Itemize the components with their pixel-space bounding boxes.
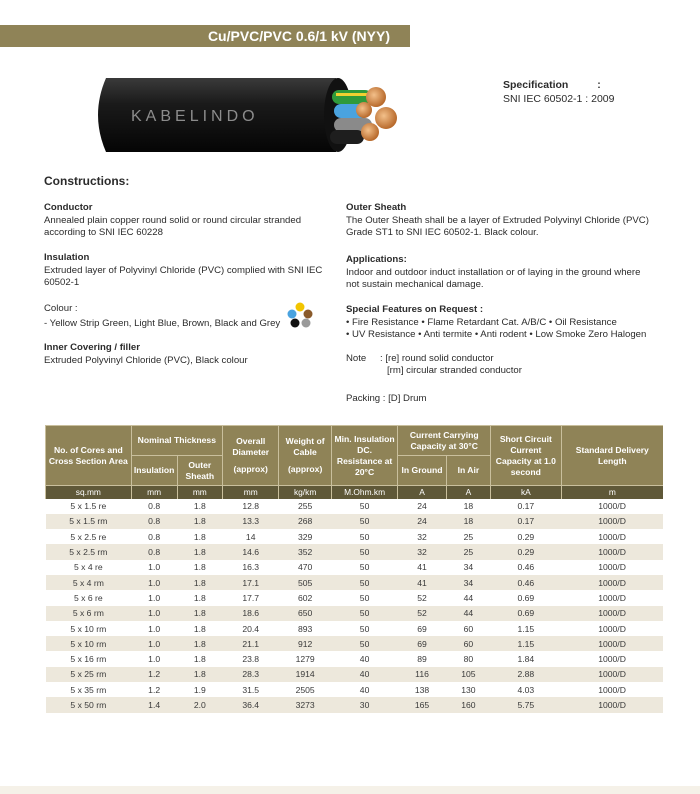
table-cell: 1.8	[177, 667, 222, 682]
table-cell: 1.84	[517, 654, 535, 665]
table-cell: 17.7	[242, 592, 260, 603]
table-cell: 40	[331, 667, 398, 682]
table-cell: 1000/D	[598, 684, 626, 695]
table-cell: 69	[417, 623, 427, 634]
table-cell: 1000/D	[561, 667, 663, 682]
table-cell: 0.69	[491, 606, 562, 621]
table-cell: 1.8	[177, 514, 222, 529]
unit-cell: mm	[222, 486, 278, 499]
core-yellow-strip	[336, 93, 370, 96]
special-features-heading: Special Features on Request :	[346, 304, 484, 315]
table-cell: 32	[417, 531, 427, 542]
table-cell: 0.17	[491, 514, 562, 529]
table-cell: 5 x 6 rm	[46, 606, 132, 621]
table-row	[46, 682, 664, 697]
table-cell: 1000/D	[561, 514, 663, 529]
table-cell: 1.8	[177, 544, 222, 559]
table-cell: 1.8	[193, 562, 206, 573]
table-cell: 1.0	[131, 575, 177, 590]
unit-cell: A	[446, 486, 490, 499]
table-cell: 5 x 35 rm	[70, 684, 107, 695]
constructions-heading: Constructions:	[44, 174, 130, 188]
table-cell: 52	[398, 606, 446, 621]
applications-text-1: Indoor and outdoor induct installation or of laying in the ground where	[346, 267, 641, 278]
outer-sheath-text-2: Grade ST1 to SNI IEC 60502-1. Black colour.	[346, 227, 539, 238]
table-cell: 14.6	[222, 544, 278, 559]
table-cell: 1000/D	[598, 501, 626, 512]
table-cell: 138	[414, 684, 430, 695]
table-cell: 0.8	[131, 514, 177, 529]
table-cell: 1.0	[148, 623, 161, 634]
table-cell: 470	[297, 562, 313, 573]
table-cell: 50	[359, 562, 370, 573]
table-cell: 5 x 1.5 re	[70, 501, 107, 512]
table-cell: 41	[398, 575, 446, 590]
units-row	[46, 486, 664, 499]
table-cell: 50	[331, 514, 398, 529]
table-cell: 18	[463, 501, 474, 512]
specification-value: SNI IEC 60502-1 : 2009	[503, 93, 615, 105]
colour-heading: Colour :	[44, 303, 78, 314]
unit-cell: mm	[131, 486, 177, 499]
table-cell: 352	[279, 544, 331, 559]
page-title: Cu/PVC/PVC 0.6/1 kV (NYY)	[207, 28, 390, 44]
table-row	[46, 636, 664, 651]
table-cell: 50	[331, 636, 398, 651]
header-in-air: In Air	[446, 456, 490, 486]
table-cell: 24	[398, 514, 446, 529]
insulation-text-2: 60502-1	[44, 277, 80, 288]
table-cell: 5 x 4 rm	[46, 575, 132, 590]
table-cell: 5 x 16 rm	[70, 654, 107, 665]
table-cell: 40	[359, 654, 370, 665]
table-cell: 60	[446, 636, 490, 651]
table-cell: 0.69	[517, 592, 535, 603]
footer-strip	[0, 786, 700, 794]
header-cores: No. of Cores and Cross Section Area	[46, 426, 132, 486]
table-row	[46, 560, 664, 575]
table-cell: 1.8	[177, 606, 222, 621]
table-cell: 1279	[295, 654, 315, 665]
table-cell: 1000/D	[598, 654, 626, 665]
note-line-1: : [re] round solid conductor	[380, 353, 494, 364]
table-cell: 50	[359, 623, 370, 634]
table-cell: 1000/D	[561, 575, 663, 590]
specification	[503, 78, 615, 106]
table-cell: 34	[446, 575, 490, 590]
table-cell: 1000/D	[561, 697, 663, 712]
table-cell: 1.8	[193, 501, 206, 512]
table-cell: 1.15	[517, 623, 535, 634]
specification-label: Specification	[503, 79, 569, 91]
special-features-text-2: • UV Resistance • Anti termite • Anti rodent • Low Smoke Zero Halogen	[346, 329, 647, 340]
insulation-heading: Insulation	[44, 252, 90, 263]
header-current: Current Carrying Capacity at 30°C	[398, 426, 491, 456]
table-cell: 5 x 50 rm	[46, 697, 132, 712]
table-row	[46, 575, 664, 590]
insulation-section	[44, 252, 334, 289]
table-cell: 50	[359, 501, 370, 512]
header-outer-sheath: Outer Sheath	[177, 456, 222, 486]
copper-conductor	[361, 123, 379, 141]
table-cell: 130	[461, 684, 476, 695]
table-cell: 1000/D	[598, 531, 626, 542]
cable-brand-label: KABELINDO	[131, 108, 259, 125]
table-cell: 1000/D	[598, 562, 626, 573]
table-cell: 1000/D	[561, 544, 663, 559]
table-cell: 5 x 25 rm	[46, 667, 132, 682]
table-cell: 1.8	[193, 531, 206, 542]
unit-cell: kA	[491, 486, 562, 499]
table-cell: 912	[279, 636, 331, 651]
table-cell: 16.3	[242, 562, 260, 573]
table-row	[46, 697, 664, 712]
table-row	[46, 621, 664, 636]
table-cell: 60	[463, 623, 474, 634]
table-cell: 1.8	[193, 654, 206, 665]
table-cell: 80	[463, 654, 474, 665]
table-cell: 25	[463, 531, 474, 542]
header-nominal-thickness: Nominal Thickness	[131, 426, 222, 456]
table-cell: 893	[297, 623, 313, 634]
table-cell: 23.8	[242, 654, 260, 665]
outer-sheath-section	[346, 202, 676, 239]
unit-cell: kg/km	[279, 486, 331, 499]
table-row	[46, 529, 664, 544]
colour-section	[44, 303, 294, 330]
table-cell: 69	[398, 636, 446, 651]
table-cell: 0.8	[131, 544, 177, 559]
table-cell: 1000/D	[598, 592, 626, 603]
table-cell: 50	[359, 592, 370, 603]
table-cell: 0.29	[517, 531, 535, 542]
unit-cell: A	[398, 486, 446, 499]
table-cell: 1914	[279, 667, 331, 682]
conductor-heading: Conductor	[44, 202, 93, 213]
table-cell: 0.46	[517, 562, 535, 573]
table-cell: 32	[398, 544, 446, 559]
table-cell: 105	[446, 667, 490, 682]
table-row	[46, 651, 664, 666]
conductor-text-2: according to SNI IEC 60228	[44, 227, 163, 238]
table-cell: 36.4	[222, 697, 278, 712]
table-cell: 2.0	[177, 697, 222, 712]
header-insulation: Insulation	[131, 456, 177, 486]
table-cell: 1.4	[131, 697, 177, 712]
table-cell: 34	[463, 562, 474, 573]
table-cell: 50	[331, 575, 398, 590]
unit-cell: m	[561, 486, 663, 499]
table-cell: 1.9	[193, 684, 206, 695]
table-cell: 1000/D	[598, 623, 626, 634]
table-cell: 5 x 1.5 rm	[46, 514, 132, 529]
table-cell: 650	[279, 606, 331, 621]
table-cell: 44	[446, 606, 490, 621]
table-cell: 89	[417, 654, 427, 665]
table-row	[46, 499, 664, 514]
header-delivery: Standard Delivery Length	[561, 426, 663, 486]
core-black	[330, 130, 364, 144]
note-label: Note	[346, 353, 367, 364]
table-cell: 40	[359, 684, 370, 695]
cable-image	[86, 70, 416, 160]
table-cell: 20.4	[242, 623, 260, 634]
header-approx-diameter: (approx)	[233, 464, 268, 474]
table-cell: 1.8	[193, 623, 206, 634]
table-cell: 0.8	[148, 531, 161, 542]
table-cell: 1000/D	[561, 636, 663, 651]
table-row	[46, 514, 664, 529]
header-approx-weight: (approx)	[287, 464, 323, 474]
conductor-section	[44, 202, 334, 239]
table-cell: 5 x 6 re	[74, 592, 103, 603]
table-body	[46, 499, 664, 713]
table-cell: 505	[279, 575, 331, 590]
table-cell: 0.29	[491, 544, 562, 559]
table-cell: 28.3	[222, 667, 278, 682]
header-overall-diameter-label: Overall Diameter	[232, 436, 270, 457]
header-overall-diameter	[222, 426, 278, 486]
table-cell: 44	[463, 592, 474, 603]
table-cell: 50	[331, 606, 398, 621]
table-cell: 2.88	[491, 667, 562, 682]
table-cell: 1.0	[148, 592, 161, 603]
table-cell: 1.8	[193, 592, 206, 603]
copper-conductor	[375, 107, 397, 129]
special-features-section	[346, 304, 686, 341]
table-cell: 1.0	[148, 562, 161, 573]
copper-conductor	[356, 102, 372, 118]
table-cell: 30	[331, 697, 398, 712]
table-cell: 5 x 4 re	[74, 562, 103, 573]
inner-covering-section	[44, 342, 334, 367]
colour-text: - Yellow Strip Green, Light Blue, Brown, Black and Grey	[44, 318, 281, 329]
conductor-text-1: Annealed plain copper round solid or round circular stranded	[44, 215, 302, 226]
table-cell: 0.46	[491, 575, 562, 590]
table-cell: 1.0	[148, 654, 161, 665]
table-cell: 255	[297, 501, 313, 512]
unit-cell: M.Ohm.km	[331, 486, 398, 499]
table-cell: 50	[331, 544, 398, 559]
header-weight	[279, 426, 331, 486]
table-cell: 1000/D	[561, 606, 663, 621]
table-cell: 31.5	[242, 684, 260, 695]
table-cell: 160	[446, 697, 490, 712]
table-cell: 5 x 10 rm	[46, 636, 132, 651]
header-resistance: Min. Insulation DC. Resistance at 20°C	[331, 426, 398, 486]
table-cell: 602	[297, 592, 313, 603]
applications-heading: Applications:	[346, 254, 407, 265]
inner-covering-heading: Inner Covering / filler	[44, 342, 140, 353]
table-cell: 52	[417, 592, 427, 603]
unit-cell: sq.mm	[46, 486, 132, 499]
header-weight-label: Weight of Cable	[285, 436, 325, 457]
table-cell: 13.3	[222, 514, 278, 529]
table-cell: 0.17	[517, 501, 535, 512]
table-cell: 1.2	[148, 684, 161, 695]
table-cell: 2505	[295, 684, 315, 695]
table-cell: 329	[297, 531, 313, 542]
table-cell: 1.0	[131, 636, 177, 651]
outer-sheath-heading: Outer Sheath	[346, 202, 407, 213]
table-cell: 18	[446, 514, 490, 529]
table-cell: 1.8	[177, 575, 222, 590]
table-cell: 165	[398, 697, 446, 712]
table-cell: 14	[245, 531, 256, 542]
table-cell: 1.0	[131, 606, 177, 621]
table-cell: 25	[446, 544, 490, 559]
table-cell: 21.1	[222, 636, 278, 651]
header-in-ground: In Ground	[398, 456, 446, 486]
header-fragment	[118, 0, 588, 2]
packing-text: Packing : [D] Drum	[346, 393, 427, 404]
table-cell: 50	[359, 531, 370, 542]
title-bar	[0, 25, 410, 47]
table-cell: 0.8	[148, 501, 161, 512]
insulation-text-1: Extruded layer of Polyvinyl Chloride (PVC) complied with SNI IEC	[44, 265, 323, 276]
specification-table	[45, 425, 663, 713]
table-cell: 1.15	[491, 636, 562, 651]
table-cell: 18.6	[222, 606, 278, 621]
table-cell: 4.03	[517, 684, 535, 695]
table-cell: 116	[398, 667, 446, 682]
table-cell: 5.75	[491, 697, 562, 712]
table-cell: 12.8	[242, 501, 260, 512]
table-row	[46, 544, 664, 559]
table-cell: 3273	[279, 697, 331, 712]
table-cell: 268	[279, 514, 331, 529]
table-cell: 1.2	[131, 667, 177, 682]
table-row	[46, 667, 664, 682]
table-cell: 5 x 2.5 re	[70, 531, 107, 542]
table-cell: 5 x 2.5 rm	[46, 544, 132, 559]
specification-colon: :	[597, 79, 601, 91]
colour-dots-icon	[286, 302, 314, 328]
header-short-circuit: Short Circuit Current Capacity at 1.0 second	[491, 426, 562, 486]
table-cell: 41	[417, 562, 427, 573]
table-cell: 5 x 10 rm	[70, 623, 107, 634]
table-cell: 17.1	[222, 575, 278, 590]
applications-section	[346, 254, 676, 291]
special-features-text-1: • Fire Resistance • Flame Retardant Cat. A/B/C • Oil Resistance	[346, 317, 617, 328]
table-row	[46, 606, 664, 621]
table-cell: 1.8	[177, 636, 222, 651]
applications-text-2: not sustain mechanical damage.	[346, 279, 484, 290]
table-row	[46, 590, 664, 605]
inner-covering-text: Extruded Polyvinyl Chloride (PVC), Black colour	[44, 355, 248, 366]
outer-sheath-text-1: The Outer Sheath shall be a layer of Extruded Polyvinyl Chloride (PVC)	[346, 215, 649, 226]
note-line-2: [rm] circular stranded conductor	[387, 365, 522, 376]
table-cell: 24	[417, 501, 427, 512]
unit-cell: mm	[177, 486, 222, 499]
